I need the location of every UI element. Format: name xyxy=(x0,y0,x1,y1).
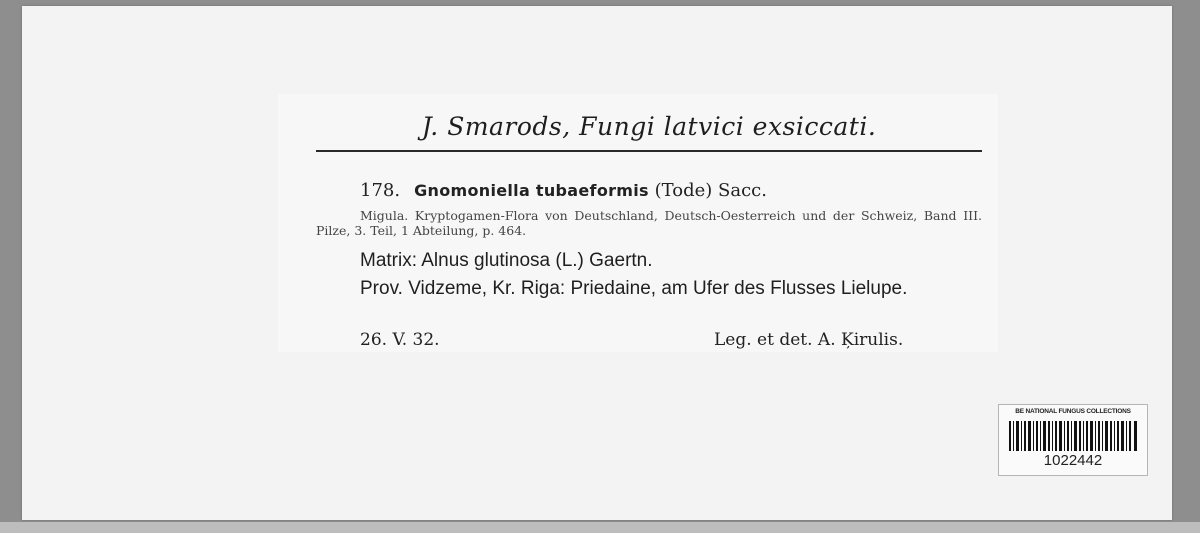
species-authority: (Tode) Sacc. xyxy=(654,180,767,201)
barcode-number: 1022442 xyxy=(1043,452,1103,469)
collector-line: Leg. et det. A. Ķirulis. xyxy=(714,330,904,350)
sheet-edge xyxy=(0,522,1200,533)
title-divider xyxy=(316,150,982,152)
label-title: J. Smarods, Fungi latvici exsiccati. xyxy=(421,112,877,141)
matrix-line: Matrix: Alnus glutinosa (L.) Gaertn. xyxy=(360,250,653,271)
barcode-icon xyxy=(1009,421,1137,451)
exsiccata-number: 178. xyxy=(360,180,401,201)
literature-reference: Migula. Kryptogamen-Flora von Deutschland, Deutsch-Oesterreich und der Schweiz, Band III. Pilze, 3. Teil, 1 Abteilung, p. 464. xyxy=(316,208,982,238)
locality-line: Prov. Vidzeme, Kr. Riga: Priedaine, am Ufer des Flusses Lielupe. xyxy=(360,278,908,299)
species-line xyxy=(360,180,767,201)
barcode-label xyxy=(998,404,1148,476)
species-name: Gnomoniella tubaeformis xyxy=(414,181,649,200)
barcode-institution: BE NATIONAL FUNGUS COLLECTIONS xyxy=(1015,408,1131,415)
collection-date: 26. V. 32. xyxy=(360,330,440,350)
